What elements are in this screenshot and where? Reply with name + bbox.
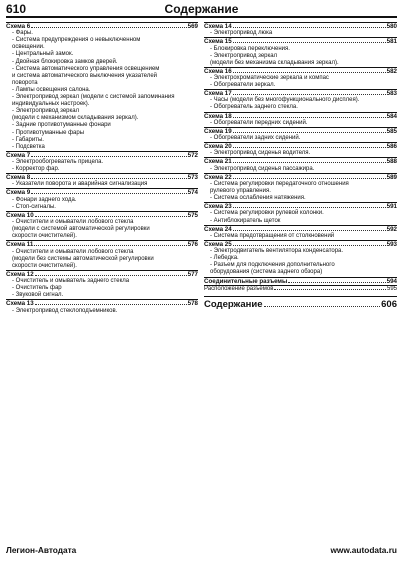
section-heading[interactable] [204,143,397,150]
leader-dots [31,193,186,194]
leader-dots [35,216,187,217]
section-item: - Фары. [12,30,33,37]
section-title: Схема 18 [204,112,232,120]
section-item: - Электропривод зеркал [210,52,278,59]
toc-section [6,151,198,173]
section-item: - Обогреватели зеркал. [210,82,276,89]
section-title: Схема 21 [204,158,232,166]
section-title: Схема 15 [204,38,232,46]
leader-dots [233,162,386,163]
section-heading[interactable] [6,300,198,307]
section-item: и система автоматического выключения указателей [12,72,158,79]
section-page-number: 593 [386,240,397,248]
leader-dots [233,132,386,133]
leader-dots [233,27,386,28]
section-item: - Указатели поворота и аварийная сигнализация [12,181,148,188]
section-item: - Подсветка [12,143,45,150]
section-page-number: 569 [187,23,198,30]
leader-dots [233,72,386,73]
section-heading[interactable] [204,128,397,135]
section-item: - Корректор фар. [12,166,60,173]
page-number: 610 [6,2,27,16]
toc-section [204,89,397,111]
toc-entry-locations[interactable] [204,285,397,293]
section-title: Схема 6 [6,23,31,30]
section-heading[interactable] [204,241,397,248]
section-item: - Часы (модели без многофункционального дисплея). [210,97,360,104]
section-heading[interactable] [6,271,198,278]
section-title: Схема 12 [6,270,34,278]
toc-section [6,173,198,188]
section-item: - Обогреватель заднего стекла. [210,104,298,111]
toc-section [204,37,397,66]
section-item: - Электродвигатель вентилятора конденсатора. [210,248,344,255]
toc-section [6,240,198,269]
section-item: - Электропривод зеркал (модели с системой запоминания [12,94,175,101]
toc-section [6,299,198,314]
locations-label: Расположение разъемов [204,285,274,292]
contents-label: Содержание [204,299,263,311]
publisher-url[interactable]: www.autodata.ru [330,545,397,555]
section-title: Схема 24 [204,225,232,233]
section-item: - Разъем для подключения дополнительного [210,262,335,269]
section-page-number: 578 [187,300,198,308]
connectors-label: Соединительные разъемы [204,277,288,285]
section-heading[interactable] [6,23,198,30]
section-item: оборудования (система заднего обзора) [210,269,323,276]
section-heading[interactable] [204,23,397,30]
leader-dots [233,230,386,231]
section-item: - Очистители и омыватели лобового стекла [12,248,134,255]
leader-dots [233,147,386,148]
section-heading[interactable] [204,113,397,120]
leader-dots [264,306,381,307]
section-page-number: 583 [386,90,397,98]
section-heading[interactable] [204,38,397,45]
section-item: - Звуковой сигнал. [12,292,64,299]
leader-dots [233,207,386,208]
section-title: Схема 14 [204,23,232,30]
section-item: - Центральный замок. [12,51,74,58]
section-item: - Лебедка. [210,255,239,262]
section-item: - Электропривод люка [210,30,273,37]
toc-section [204,127,397,142]
page-footer [6,545,397,557]
section-item: - Очистители и омыватели лобового стекла [12,219,134,226]
leader-dots [35,275,187,276]
section-item: - Система ослабления натяжения. [210,195,306,202]
toc-section [204,225,397,240]
section-item: рулевого управления. [210,188,271,195]
section-item: - Электрообогреватель прицела. [12,159,104,165]
toc-section [6,188,198,210]
toc-section [204,240,397,277]
toc-section [204,112,397,127]
section-title: Схема 19 [204,127,232,135]
leader-dots [233,178,386,179]
connectors-page: 594 [386,277,397,285]
section-item: - Система предотвращения от столкновений [210,232,335,239]
left-column [6,22,198,315]
section-page-number: 586 [386,143,397,151]
section-item: - Электропривод сиденья пассажира. [210,165,315,172]
section-item: скорости очистителей). [12,233,77,240]
section-page-number: 581 [386,38,397,46]
section-heading[interactable] [204,174,397,181]
section-item: - Задние противотуманные фонари [12,122,111,129]
locations-page: 595 [386,285,397,292]
section-page-number: 580 [386,23,397,30]
toc-section [204,22,397,37]
section-item: - Габариты. [12,136,44,143]
section-page-number: 576 [187,241,198,249]
section-page-number: 575 [187,211,198,219]
section-page-number: 584 [386,112,397,120]
section-page-number: 589 [386,173,397,181]
leader-dots [31,156,186,157]
section-item: индивидуальных настроек). [12,101,90,108]
section-item: - Лампы освещения салона. [12,86,91,93]
section-heading[interactable] [6,189,198,196]
section-item: - Электропривод зеркал [12,108,80,115]
toc-section [204,173,397,202]
section-item: скорости очистителей). [12,262,77,269]
section-title: Схема 9 [6,189,31,197]
leader-dots [233,117,386,118]
leader-dots [35,304,187,305]
section-title: Схема 25 [204,240,232,248]
section-item: (модели без механизма складывания зеркал). [210,59,339,66]
section-item: - Очиститель фар [12,285,62,292]
section-item: - Обогреватели задних сидений. [210,135,301,142]
toc-entry-connectors[interactable] [204,277,397,285]
toc-section [6,211,198,240]
section-page-number: 577 [187,270,198,278]
section-title: Схема 22 [204,173,232,181]
section-item: - Электрохроматические зеркала и компас [210,74,329,81]
leader-dots [31,178,186,179]
section-item: - Фонари заднего хода. [12,196,77,203]
section-heading[interactable] [204,158,397,165]
section-title: Схема 20 [204,143,232,151]
section-item: - Обогреватели передних сидений. [210,119,308,126]
toc-section [6,22,198,151]
section-item: - Система регулировки передаточного отношения [210,180,349,187]
section-title: Схема 13 [6,300,34,308]
leader-dots [31,27,186,28]
section-page-number: 574 [187,189,198,197]
section-page-number: 582 [386,67,397,75]
page-title: Содержание [164,2,239,16]
section-item: (модели с механизмом складывания зеркал). [12,115,139,122]
section-item: - Система предупреждения о невыключенном [12,37,141,44]
toc-section [204,142,397,157]
leader-dots [34,245,186,246]
section-heading[interactable] [6,212,198,219]
section-page-number: 592 [386,225,397,233]
toc-section [204,67,397,89]
toc-section [6,270,198,299]
section-item: поворота [12,79,38,86]
section-title: Схема 7 [6,151,31,159]
publisher-name: Легион-Автодата [6,545,77,555]
section-heading[interactable] [204,226,397,233]
toc-section [204,202,397,224]
right-column [204,22,397,310]
leader-dots [233,94,386,95]
leader-dots [233,42,386,43]
section-page-number: 585 [386,127,397,135]
section-heading[interactable] [6,152,198,159]
section-item: - Система автоматического управления освещением [12,65,160,72]
section-page-number: 588 [386,158,397,166]
section-item: - Электропривод сиденья водителя. [210,150,311,157]
section-page-number: 591 [386,203,397,211]
toc-entry-contents[interactable] [204,296,397,310]
contents-page: 606 [381,299,397,311]
section-item: - Противотуманные фары [12,129,85,136]
section-title: Схема 17 [204,90,232,98]
section-item: (модели с системой автоматической регулировки [12,226,150,233]
section-item: (модели без системы автоматической регулировки [12,255,154,262]
section-item: - Антиблокиратель щеток [210,217,281,224]
leader-dots [288,282,385,283]
section-heading[interactable] [204,68,397,75]
leader-dots [233,245,386,246]
right-sections [204,22,397,277]
section-title: Схема 11 [6,241,34,249]
section-title: Схема 10 [6,211,34,219]
toc-section [204,157,397,172]
section-item: - Блокировка переключения. [210,45,290,52]
section-title: Схема 8 [6,174,31,182]
section-item: - Двойная блокировка замков дверей. [12,58,118,65]
leader-dots [274,289,386,290]
section-item: - Стоп-сигналы. [12,203,56,210]
section-title: Схема 16 [204,67,232,75]
section-page-number: 573 [187,174,198,182]
section-heading[interactable] [6,241,198,248]
section-item: освещении. [12,44,45,51]
section-item: - Электропривод стеклоподъемников. [12,307,118,314]
section-page-number: 572 [187,151,198,159]
section-title: Схема 23 [204,203,232,211]
section-item: - Система регулировки рулевой колонки. [210,210,324,217]
page-header [6,2,397,18]
section-item: - Очиститель и омыватель заднего стекла [12,278,130,285]
section-heading[interactable] [204,90,397,97]
